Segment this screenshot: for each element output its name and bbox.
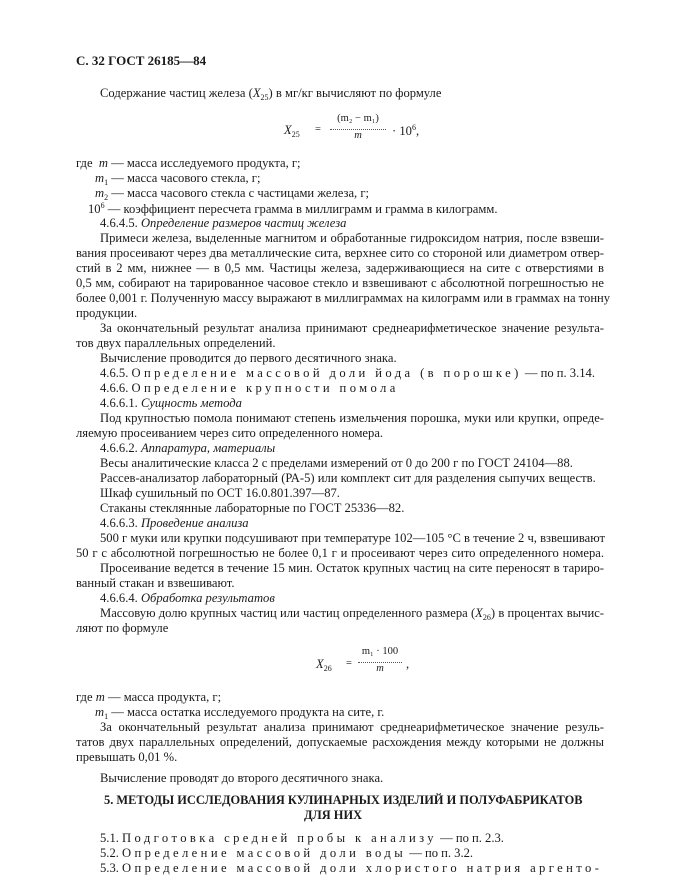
section-53: 5.3. Определение массовой доли хлористого натрия аргенто- [100,861,603,875]
equipment-item: Рассев-анализатор лабораторный (РА-5) или комплект сит для разделения сыпучих веществ. [100,471,596,485]
section-5-title: 5. МЕТОДЫ ИССЛЕДОВАНИЯ КУЛИНАРНЫХ ИЗДЕЛИЙ И ПОЛУФАБРИКАТОВ [104,793,583,807]
section-465: 4.6.5. Определение массовой доли йода (в порошке) — по п. 3.14. [100,366,595,380]
where-m2: $m_2$ — масса часового стекла с частицами железа, г; [95,186,369,202]
page-header: С. 32 ГОСТ 26185—84 [76,53,207,68]
section-4661: 4.6.6.1. Сущность метода [100,396,242,410]
formula-x25-numerator: (m₂ − m₁) [337,113,379,124]
where-m: где m — масса исследуемого продукта, г; [76,156,301,170]
formula-x26-numerator: m₁ · 100 [361,646,399,657]
section-51: 5.1. Подготовка средней пробы к анализу — по п. 2.3. [100,831,504,845]
formula-x25-denominator: m [354,130,362,141]
equipment-item: Весы аналитические класса 2 с пределами измерений от 0 до 200 г по ГОСТ 24104—88. [100,456,573,470]
document-page: С. 32 ГОСТ 26185—84 Содержание частиц железа $(X_{25})$ в мг/кг вычисляют по формуле $X_{25}$ = (m₂ − m₁) m · $10^6$, где m — масса исследуемого продукта, г; $m_1$ — масса часового стекла, г; $m_2$ — масса часового стекла с частицами железа, г; $10^6$ — коэффициент пересчета грамма в миллиграмм и грамма в килограмм. 4.6.4.5. Определение размеров частиц железа Примеси железа, выделенные магнитом и обработанные гидроксидом натрия, после взвеши- вания просеивают через два металлические сита, верхнее сито со стороной или диаметром отвер- стий в 2 мм, нижнее — в 0,5 мм. Частицы железа, задерживающиеся на сите с отверстиями в 0,5 мм, собирают на тарированное часовое стекло и взвешивают с абсолютной погрешностью не более 0,001 г. Полученную массу выражают в миллиграммах на килограмм или в граммах на тонну продукции. За окончательный результат анализа принимают среднеарифметическое значение результа- тов двух параллельных определений. Вычисление проводится до первого десятичного знака. 4.6.5. Определение массовой доли йода (в порошке) — по п. 3.14. 4.6.6. Определение крупности помола 4.6.6.1. Сущность метода Под крупностью помола понимают степень измельчения порошка, муки или крупки, опреде- ляемую просеиванием через сито определенного номера. 4.6.6.2. Аппаратура, материалы Весы аналитические класса 2 с пределами измерений от 0 до 200 г по ГОСТ 24104—88. Рассев-анализатор лабораторный (РА-5) или комплект сит для разделения сыпучих веществ. Шкаф сушильный по ОСТ 16.0.801.397—87. Стаканы стеклянные лабораторные по ГОСТ 25336—82. 4.6.6.3. Проведение анализа 500 г муки или крупки подсушивают при температуре 102—105 °С в течение 2 ч, взвешивают 50 г с абсолютной погрешностью не более 0,1 г и просеивают через сито определенного номера. Просеивание ведется в течение 15 мин. Остаток крупных частиц на сите переносят в тариро- ванный стакан и взвешивают. 4.6.6.4. Обработка результатов Массовую долю крупных частиц или частиц определенного размера $(X_{26})$ в процентах вычис- ляют по формуле $X_{26}$ = m₁ · 100 m , где m — масса продукта, г; $m_1$ — масса остатка исследуемого продукта на сите, г. За окончательный результат анализа принимают среднеарифметическое значение резуль- татов двух параллельных определений, допускаемые расхождения между которыми не должны превышать 0,01 %. Вычисление проводят до второго десятичного знака. 5. МЕТОДЫ ИССЛЕДОВАНИЯ КУЛИНАРНЫХ ИЗДЕЛИЙ И ПОЛУФАБРИКАТОВ ДЛЯ НИХ 5.1. Подготовка средней пробы к анализу — по п. 2.3. 5.2. Определение массовой доли воды — по п. 3.2. 5.3. Определение массовой доли хлористого натрия аргенто- [76,53,611,875]
section-4662: 4.6.6.2. Аппаратура, материалы [100,441,276,455]
where2-m1: $m_1$ — масса остатка исследуемого продукта на сите, г. [95,705,385,721]
intro-line: Содержание частиц железа $(X_{25})$ в мг/кг вычисляют по формуле [100,86,442,102]
where2-m: где m — масса продукта, г; [76,690,222,704]
section-4663: 4.6.6.3. Проведение анализа [100,516,249,530]
equipment-item: Стаканы стеклянные лабораторные по ГОСТ 25336—82. [100,501,405,515]
section-5-title-cont: ДЛЯ НИХ [304,808,363,822]
equipment-item: Шкаф сушильный по ОСТ 16.0.801.397—87. [100,486,340,500]
where-10e6: $10^6$ — коэффициент пересчета грамма в миллиграмм и грамма в килограмм. [88,201,498,216]
section-466: 4.6.6. Определение крупности помола [100,381,399,395]
section-4664: 4.6.6.4. Обработка результатов [100,591,275,605]
section-4645: 4.6.4.5. Определение размеров частиц железа [100,216,347,230]
section-52: 5.2. Определение массовой доли воды — по п. 3.2. [100,846,474,860]
where-m1: $m_1$ — масса часового стекла, г; [95,171,261,187]
formula-x26-denominator: m [376,663,384,674]
